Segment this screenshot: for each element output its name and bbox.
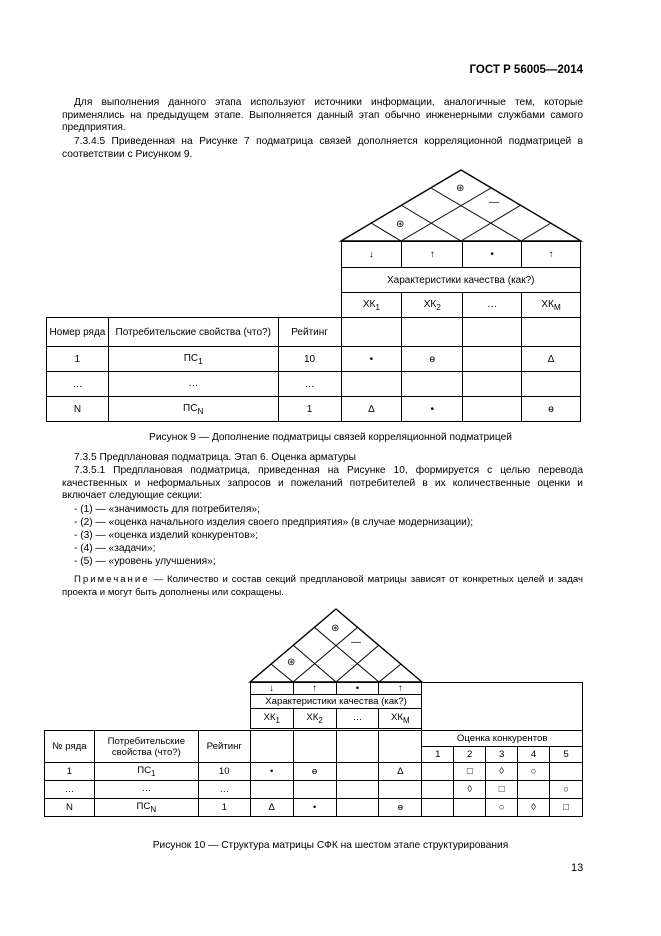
qc-column-header: $ХК_2$ bbox=[402, 293, 463, 318]
roof-strong-correlation-top: ⊛ bbox=[456, 183, 465, 194]
table-cell: □ bbox=[550, 799, 583, 817]
direction-cell: • bbox=[463, 242, 522, 268]
figure9-caption: Рисунок 9 — Дополнение подматрицы связей корреляционной подматрицей bbox=[149, 432, 512, 443]
table-cell: • bbox=[341, 347, 402, 372]
table-cell: □ bbox=[454, 763, 486, 781]
table-cell bbox=[250, 781, 293, 799]
table-cell: … bbox=[45, 781, 95, 799]
table-cell bbox=[518, 781, 550, 799]
qc-column-header: … bbox=[463, 293, 522, 318]
table-cell: ɵ bbox=[293, 763, 336, 781]
document-header: ГОСТ Р 56005—2014 bbox=[469, 64, 583, 76]
subscript: М bbox=[403, 715, 410, 725]
table-cell: ◊ bbox=[486, 763, 518, 781]
table-cell bbox=[550, 763, 583, 781]
table-cell: … bbox=[198, 781, 250, 799]
table-cell: 10 bbox=[278, 347, 341, 372]
table-cell bbox=[454, 799, 486, 817]
table-cell bbox=[45, 695, 251, 709]
roof-negative-correlation: — bbox=[351, 637, 361, 648]
consumer-properties-header: Потребительские свойства (что?) bbox=[94, 731, 198, 763]
table-cell: ○ bbox=[486, 799, 518, 817]
table-cell: $ПС_1$ bbox=[108, 347, 278, 372]
row-number-header: № ряда bbox=[45, 731, 95, 763]
table-cell bbox=[422, 799, 454, 817]
table-cell bbox=[422, 781, 454, 799]
competitor-col: 1 bbox=[422, 747, 454, 763]
qc-column-header: $ХК_М$ bbox=[522, 293, 581, 318]
table-cell: ɵ bbox=[379, 799, 422, 817]
paragraph-7-3-5-1: 7.3.5.1 Предплановая подматрица, приведенная на Рисунке 10, формируется с целью перевода качественных и неформальных запросов и пожеланий потребителей в их количественные оценки и включает следующие секции: bbox=[62, 465, 583, 502]
table-cell: □ bbox=[486, 781, 518, 799]
table-cell bbox=[336, 763, 379, 781]
roof-strong-correlation-left: ⊛ bbox=[396, 219, 405, 230]
competitor-col: 4 bbox=[518, 747, 550, 763]
table-cell: ◊ bbox=[454, 781, 486, 799]
direction-cell: ↓ bbox=[250, 683, 293, 695]
direction-cell: ↓ bbox=[341, 242, 402, 268]
rating-header: Рейтинг bbox=[198, 731, 250, 763]
table-row bbox=[45, 799, 583, 817]
roof-strong-correlation-left: ⊛ bbox=[287, 657, 296, 668]
table-cell: … bbox=[108, 372, 278, 397]
subscript: 2 bbox=[318, 715, 323, 725]
direction-cell: • bbox=[336, 683, 379, 695]
subscript: 1 bbox=[275, 715, 280, 725]
subscript: 1 bbox=[375, 301, 380, 312]
table-cell: $ПС_N$ bbox=[94, 799, 198, 817]
quality-characteristics-header: Характеристики качества (как?) bbox=[341, 268, 581, 293]
table-cell bbox=[293, 781, 336, 799]
list-item: - (5) — «уровень улучшения»; bbox=[74, 556, 216, 567]
table-cell: … bbox=[47, 372, 109, 397]
figure10-caption: Рисунок 10 — Структура матрицы СФК на шестом этапе структурирования bbox=[152, 840, 509, 851]
table-cell: ◊ bbox=[518, 799, 550, 817]
subscript: N bbox=[150, 804, 157, 814]
direction-cell: ↑ bbox=[293, 683, 336, 695]
table-cell bbox=[250, 731, 293, 763]
list-item: - (2) — «оценка начального изделия своего предприятия» (в случае модернизации); bbox=[74, 517, 474, 528]
table-cell: 1 bbox=[45, 763, 95, 781]
paragraph-intro: Для выполнения данного этапа используют источники информации, аналогичные тем, которые применялись на предыдущем этапе. Выполняется данный этап обычно инженерными службами самого предприятия. bbox=[62, 97, 583, 134]
table-cell: 10 bbox=[198, 763, 250, 781]
qc-column-header: $ХК_М$ bbox=[379, 709, 422, 729]
table-cell: Δ bbox=[379, 763, 422, 781]
quality-characteristics-header: Характеристики качества (как?) bbox=[250, 695, 422, 709]
roof-negative-correlation: — bbox=[489, 197, 499, 208]
table-cell: Δ bbox=[522, 347, 581, 372]
table-cell: 1 bbox=[47, 347, 109, 372]
qc-column-header: $ХК_1$ bbox=[250, 709, 293, 729]
competitor-col: 3 bbox=[486, 747, 518, 763]
table-cell bbox=[336, 781, 379, 799]
table-cell: 1 bbox=[278, 397, 341, 422]
subscript: 1 bbox=[151, 768, 156, 778]
table-cell: $ПС_N$ bbox=[108, 397, 278, 422]
table-cell: • bbox=[250, 763, 293, 781]
table-cell bbox=[45, 709, 251, 729]
table-cell bbox=[336, 799, 379, 817]
list-item: - (1) — «значимость для потребителя»; bbox=[74, 504, 260, 515]
page-number: 13 bbox=[571, 862, 584, 874]
note-paragraph: Примечание — Количество и состав секций предплановой матрицы зависят от конкретных целей и задач проекта и могут быть дополнены или сокращены. bbox=[62, 574, 583, 598]
table-cell bbox=[293, 731, 336, 763]
qc-column-header: … bbox=[336, 709, 379, 729]
subscript: 1 bbox=[198, 355, 203, 366]
direction-cell: ↑ bbox=[522, 242, 581, 268]
competitors-header: Оценка конкурентов bbox=[422, 731, 583, 747]
qc-column-header: $ХК_1$ bbox=[341, 293, 402, 318]
qc-column-header: $ХК_2$ bbox=[293, 709, 336, 729]
table-cell: ɵ bbox=[522, 397, 581, 422]
table-row bbox=[45, 781, 583, 799]
direction-cell: ↑ bbox=[379, 683, 422, 695]
paragraph-7-3-4-5: 7.3.4.5 Приведенная на Рисунке 7 подматрица связей дополняется корреляционной подматрицей в соответствии с Рисунком 9. bbox=[62, 136, 583, 160]
rating-header: Рейтинг bbox=[278, 318, 341, 347]
list-item: - (3) — «оценка изделий конкурентов»; bbox=[74, 530, 259, 541]
subscript: 2 bbox=[436, 301, 441, 312]
competitor-col: 5 bbox=[550, 747, 583, 763]
table-cell: … bbox=[278, 372, 341, 397]
section-7-3-5-title: 7.3.5 Предплановая подматрица. Этап 6. Оценка арматуры bbox=[74, 452, 356, 463]
table-cell: ○ bbox=[518, 763, 550, 781]
table-cell: N bbox=[45, 799, 95, 817]
subscript: N bbox=[197, 405, 204, 416]
table-cell bbox=[45, 683, 251, 695]
row-number-header: Номер ряда bbox=[47, 318, 109, 347]
subscript: М bbox=[553, 301, 561, 312]
table-cell: Δ bbox=[341, 397, 402, 422]
table-cell bbox=[422, 763, 454, 781]
table-cell bbox=[379, 781, 422, 799]
table-cell: • bbox=[293, 799, 336, 817]
competitor-col: 2 bbox=[454, 747, 486, 763]
figure10-matrix bbox=[44, 682, 583, 817]
table-cell: N bbox=[47, 397, 109, 422]
table-cell bbox=[336, 731, 379, 763]
table-cell: 1 bbox=[198, 799, 250, 817]
roof-strong-correlation-top: ⊛ bbox=[331, 623, 340, 634]
table-row bbox=[45, 763, 583, 781]
table-cell: • bbox=[402, 397, 463, 422]
list-item: - (4) — «задачи»; bbox=[74, 543, 156, 554]
table-cell bbox=[422, 683, 583, 731]
table-cell: … bbox=[94, 781, 198, 799]
table-cell bbox=[379, 731, 422, 763]
table-cell: ɵ bbox=[402, 347, 463, 372]
table-cell: Δ bbox=[250, 799, 293, 817]
table-cell: $ПС_1$ bbox=[94, 763, 198, 781]
table-cell: ○ bbox=[550, 781, 583, 799]
direction-cell: ↑ bbox=[402, 242, 463, 268]
consumer-properties-header: Потребительские свойства (что?) bbox=[108, 318, 278, 347]
